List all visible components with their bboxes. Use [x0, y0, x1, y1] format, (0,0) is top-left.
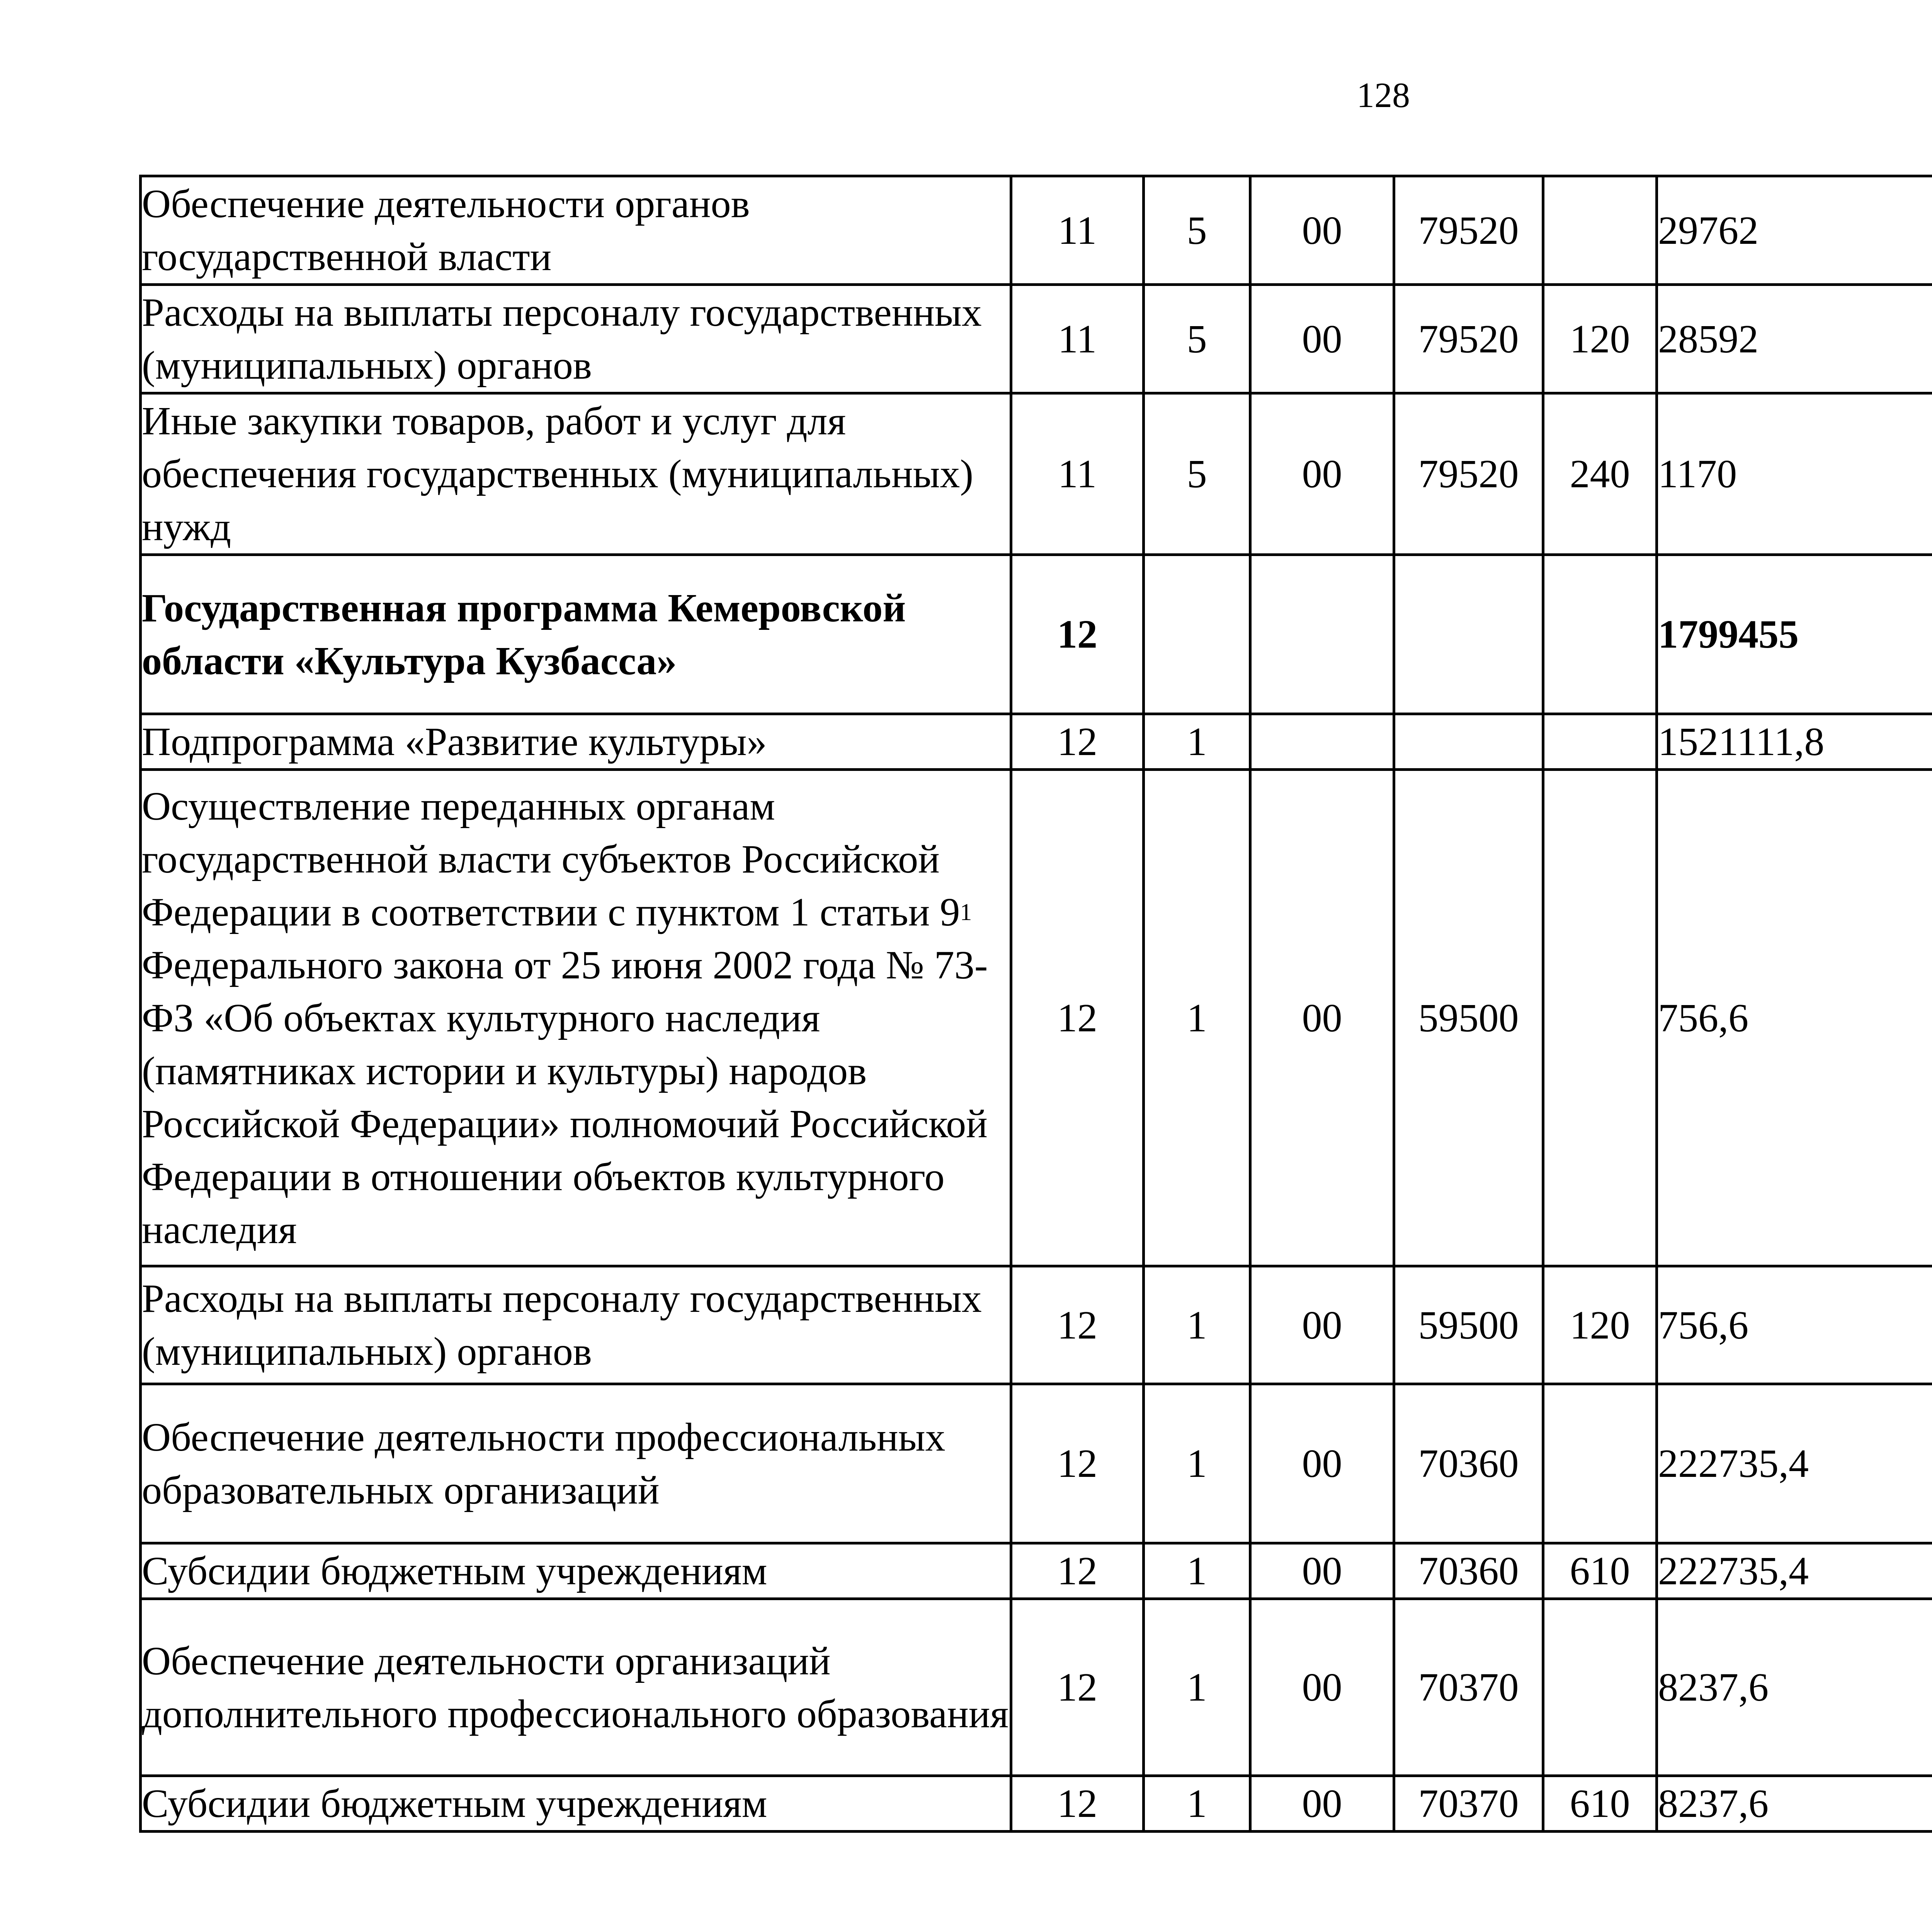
amount-year-1: 1799455	[1657, 555, 1932, 714]
event-code: 00	[1250, 1599, 1394, 1776]
table-row	[141, 1266, 1932, 1384]
expense-type-code	[1543, 555, 1657, 714]
row-name: Субсидии бюджетным учреждениям	[141, 1776, 1011, 1832]
subprogram-code: 1	[1144, 1266, 1250, 1384]
amount-year-1: 222735,4	[1657, 1384, 1932, 1543]
section-code: 11	[1011, 176, 1144, 285]
event-code	[1250, 714, 1394, 770]
table-row	[141, 1776, 1932, 1832]
event-code: 00	[1250, 285, 1394, 393]
subprogram-code: 1	[1144, 770, 1250, 1266]
subprogram-code: 5	[1144, 176, 1250, 285]
subprogram-code: 1	[1144, 1776, 1250, 1832]
section-code: 12	[1011, 1543, 1144, 1599]
event-code: 00	[1250, 176, 1394, 285]
section-code: 12	[1011, 1776, 1144, 1832]
expense-type-code: 120	[1543, 285, 1657, 393]
section-code: 11	[1011, 285, 1144, 393]
row-name: Расходы на выплаты персоналу государственных (муниципальных) органов	[141, 285, 1011, 393]
direction-code: 59500	[1394, 1266, 1543, 1384]
direction-code: 70370	[1394, 1776, 1543, 1832]
direction-code: 70360	[1394, 1543, 1543, 1599]
table-row	[141, 714, 1932, 770]
direction-code: 59500	[1394, 770, 1543, 1266]
amount-year-1: 8237,6	[1657, 1776, 1932, 1832]
subprogram-code: 1	[1144, 1384, 1250, 1543]
table-row	[141, 285, 1932, 393]
row-name	[141, 770, 1011, 1266]
expense-type-code	[1543, 1599, 1657, 1776]
expense-type-code: 610	[1543, 1543, 1657, 1599]
event-code: 00	[1250, 1266, 1394, 1384]
amount-year-1: 1521111,8	[1657, 714, 1932, 770]
expense-type-code: 610	[1543, 1776, 1657, 1832]
event-code: 00	[1250, 1776, 1394, 1832]
amount-year-1: 756,6	[1657, 770, 1932, 1266]
event-code: 00	[1250, 393, 1394, 555]
amount-year-1: 1170	[1657, 393, 1932, 555]
section-code: 12	[1011, 714, 1144, 770]
table-row	[141, 1599, 1932, 1776]
subprogram-code	[1144, 555, 1250, 714]
table-row	[141, 393, 1932, 555]
direction-code: 79520	[1394, 285, 1543, 393]
table-row	[141, 555, 1932, 714]
direction-code: 70370	[1394, 1599, 1543, 1776]
expense-type-code: 240	[1543, 393, 1657, 555]
section-code: 12	[1011, 1599, 1144, 1776]
event-code	[1250, 555, 1394, 714]
subprogram-code: 1	[1144, 1543, 1250, 1599]
section-code: 12	[1011, 555, 1144, 714]
table-row	[141, 176, 1932, 285]
amount-year-1: 222735,4	[1657, 1543, 1932, 1599]
section-code: 12	[1011, 1266, 1144, 1384]
budget-table	[139, 175, 1932, 1833]
section-code: 11	[1011, 393, 1144, 555]
direction-code	[1394, 555, 1543, 714]
subprogram-code: 1	[1144, 714, 1250, 770]
page-number: 128	[1357, 75, 1410, 115]
event-code: 00	[1250, 1384, 1394, 1543]
direction-code: 79520	[1394, 393, 1543, 555]
amount-year-1: 29762	[1657, 176, 1932, 285]
expense-type-code	[1543, 176, 1657, 285]
row-name-text: Осуществление переданных органам государственной власти субъектов Российской Федерации в соответствии с пунктом 1 статьи 9	[142, 784, 960, 934]
row-name-text-continued: Федерального закона от 25 июня 2002 года № 73-ФЗ «Об объектах культурного наследия (памятниках истории и культуры) народов Российской Федерации» полномочий Российской Федерации в отношении объектов культурного наследия	[142, 942, 988, 1252]
amount-year-1: 756,6	[1657, 1266, 1932, 1384]
subprogram-code: 5	[1144, 393, 1250, 555]
row-name: Расходы на выплаты персоналу государственных (муниципальных) органов	[141, 1266, 1011, 1384]
amount-year-1: 28592	[1657, 285, 1932, 393]
expense-type-code: 120	[1543, 1266, 1657, 1384]
amount-year-1: 8237,6	[1657, 1599, 1932, 1776]
row-name: Подпрограмма «Развитие культуры»	[141, 714, 1011, 770]
section-code: 12	[1011, 770, 1144, 1266]
section-code: 12	[1011, 1384, 1144, 1543]
table-row	[141, 1543, 1932, 1599]
event-code: 00	[1250, 1543, 1394, 1599]
row-name: Обеспечение деятельности профессиональных образовательных организаций	[141, 1384, 1011, 1543]
expense-type-code	[1543, 770, 1657, 1266]
article-superscript: 1	[960, 899, 972, 925]
direction-code: 79520	[1394, 176, 1543, 285]
subprogram-code: 5	[1144, 285, 1250, 393]
table-row	[141, 770, 1932, 1266]
expense-type-code	[1543, 714, 1657, 770]
row-name: Субсидии бюджетным учреждениям	[141, 1543, 1011, 1599]
direction-code: 70360	[1394, 1384, 1543, 1543]
table-row	[141, 1384, 1932, 1543]
row-name: Государственная программа Кемеровской области «Культура Кузбасса»	[141, 555, 1011, 714]
row-name: Обеспечение деятельности органов государственной власти	[141, 176, 1011, 285]
row-name: Обеспечение деятельности организаций дополнительного профессионального образования	[141, 1599, 1011, 1776]
direction-code	[1394, 714, 1543, 770]
subprogram-code: 1	[1144, 1599, 1250, 1776]
expense-type-code	[1543, 1384, 1657, 1543]
row-name: Иные закупки товаров, работ и услуг для обеспечения государственных (муниципальных) нужд	[141, 393, 1011, 555]
event-code: 00	[1250, 770, 1394, 1266]
